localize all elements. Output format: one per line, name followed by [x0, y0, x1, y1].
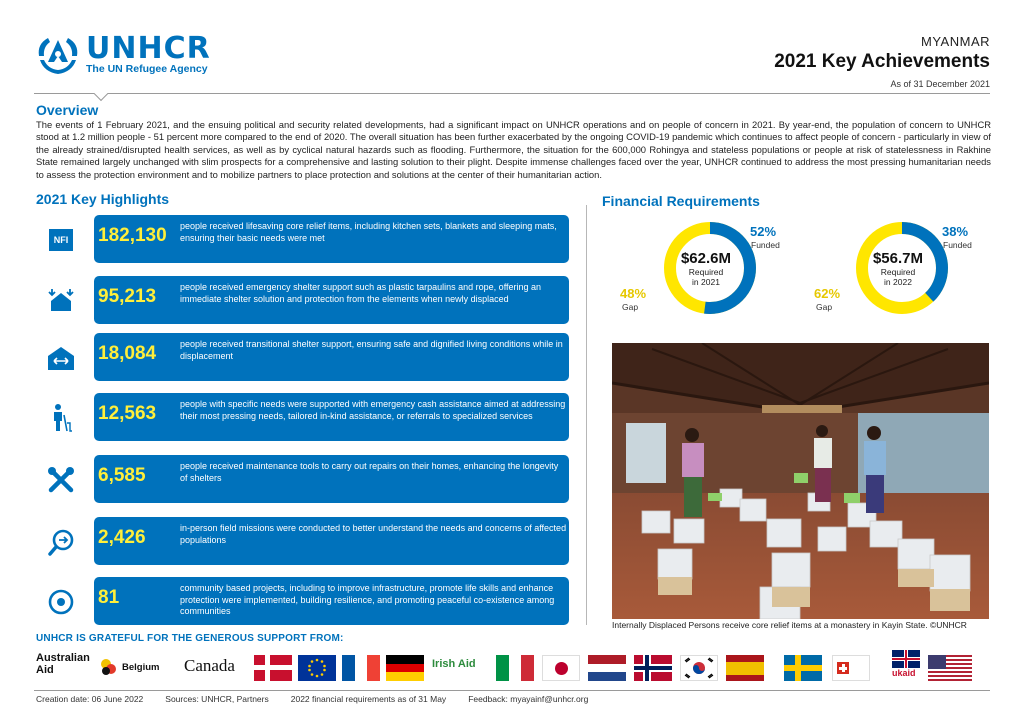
spain-flag: [726, 655, 764, 681]
gap-percent: 62%: [814, 286, 841, 301]
highlight-item: [36, 276, 570, 324]
funded-percent: 38%: [942, 224, 969, 239]
eu-flag: [298, 655, 336, 681]
highlight-box: [94, 577, 569, 625]
country-label: MYANMAR: [921, 34, 990, 49]
funded-label: Funded: [943, 240, 972, 250]
highlight-text: people received emergency shelter support such as plastic tarpaulins and rope, offering an immediate shelter solution and protection from the elements when newly displaced: [180, 282, 542, 304]
highlight-box: [94, 215, 569, 263]
highlight-value: 182,130: [98, 225, 167, 246]
france-flag: [342, 655, 380, 681]
belgium-emblem-icon: [100, 656, 118, 678]
org-subtitle: The UN Refugee Agency: [86, 63, 208, 75]
gap-label: Gap: [816, 302, 833, 312]
highlight-box: [94, 276, 569, 324]
unhcr-emblem-icon: [34, 34, 82, 76]
overview-text: The events of 1 February 2021, and the ensuing political and security related developments, had a significant impact on UNHCR operations and on people of concern in 2021. By year-end, the population of concern to UNHCR stood at 1.2 million people - 51 percent more compared to the end of 2020. The overall situation has been further exacerbated by the ongoing COVID-19 pandemic which continues to affect people of concern - particularly in view of the already strained/disrupted health services, as well as by cyclical natural hazards such as flooding. Furthermore, the situation for the 600,000 Rohingya and stateless populations or people at risk of statelessness in Rakhine State remained largely unchanged with slim prospects for a comprehensive and lasting solution to their plight. Despite immense challenges faced over the year, UNHCR continued to address the most pressing humanitarian needs to assess the protection environment and to mobilize partners to place protection and solutions at the center of their humanitarian action.: [36, 119, 991, 180]
highlight-text: people received maintenance tools to carry out repairs on their homes, enhancing the longevity of shelters: [180, 461, 559, 483]
nfi-icon: [40, 223, 82, 257]
highlight-text: people received lifesaving core relief items, including kitchen sets, blankets and sleeping mats, ensuring their basic needs were met: [180, 221, 557, 243]
usa-flag: [928, 655, 972, 681]
overview-title: Overview: [36, 102, 99, 118]
unhcr-logo: [34, 31, 211, 76]
nfi-icon-text: NFI: [49, 229, 73, 251]
highlight-item: [36, 517, 570, 565]
highlight-text: in-person field missions were conducted to better understand the needs and concerns of affected populations: [180, 523, 567, 545]
funded-percent: 52%: [750, 224, 777, 239]
financial-note: 2022 financial requirements as of 31 May: [290, 694, 447, 704]
funded-label: Funded: [751, 240, 780, 250]
sweden-flag: [784, 655, 822, 681]
highlight-box: [94, 517, 569, 565]
column-divider: [586, 205, 587, 625]
netherlands-flag: [588, 655, 626, 681]
highlight-text: people received transitional shelter support, ensuring safe and dignified living conditions while in displacement: [180, 339, 563, 361]
financial-block-2021: [614, 218, 804, 318]
highlight-item: [36, 333, 570, 381]
specific-needs-icon: [40, 401, 82, 435]
gap-label: Gap: [622, 302, 639, 312]
highlight-box: [94, 393, 569, 441]
norway-flag: [634, 655, 672, 681]
highlight-box: [94, 455, 569, 503]
report-date: As of 31 December 2021: [890, 79, 990, 89]
monastery-distribution-photo: [612, 343, 989, 619]
korea-flag: [680, 655, 718, 681]
financial-block-2022: [806, 218, 996, 318]
denmark-flag: [254, 655, 292, 681]
org-name: UNHCR: [86, 31, 211, 66]
belgium-logo: Belgium: [100, 652, 180, 682]
footer-divider: [34, 690, 990, 691]
emergency-shelter-icon: [40, 284, 82, 318]
donors-title: UNHCR IS GRATEFUL FOR THE GENEROUS SUPPORT FROM:: [36, 633, 344, 644]
highlight-item: [36, 455, 570, 503]
sources: Sources: UNHCR, Partners: [165, 694, 269, 704]
maintenance-tools-icon: [40, 463, 82, 497]
switzerland-logo: [832, 655, 870, 681]
japan-flag: [542, 655, 580, 681]
ukaid-logo: ukaid: [892, 650, 924, 680]
transitional-shelter-icon: [40, 341, 82, 375]
footer: [36, 694, 588, 704]
required-label: Required: [880, 267, 916, 277]
highlight-item: [36, 393, 570, 441]
field-mission-icon: [40, 525, 82, 559]
header: [0, 0, 1024, 104]
highlight-text: people with specific needs were supported with emergency cash assistance aimed at addressing their most pressing needs, tailored in-kind assistance, or referrals to specialized services: [180, 399, 566, 421]
highlight-value: 18,084: [98, 343, 157, 364]
community-project-icon: [40, 585, 82, 619]
header-divider: [34, 93, 990, 94]
germany-flag: [386, 655, 424, 681]
required-label: Required: [688, 267, 724, 277]
page-title: 2021 Key Achievements: [774, 51, 990, 72]
highlight-text: community based projects, including to improve infrastructure, promote life skills and enhance protection were implemented, building resilience, and promoting peaceful co-existence among communities: [180, 583, 555, 616]
highlight-value: 2,426: [98, 527, 146, 548]
highlight-value: 81: [98, 587, 120, 608]
highlight-value: 95,213: [98, 286, 157, 307]
photo-caption: Internally Displaced Persons receive core relief items at a monastery in Kayin State. ©UNHCR: [612, 620, 967, 630]
highlights-title: 2021 Key Highlights: [36, 191, 170, 207]
highlight-value: 6,585: [98, 465, 146, 486]
highlight-item: [36, 215, 570, 263]
required-amount: $62.6M: [680, 250, 732, 267]
irish-aid-logo: Irish Aid: [432, 658, 476, 670]
financial-title: Financial Requirements: [602, 193, 760, 209]
donor-logos: [36, 648, 991, 688]
italy-flag: [496, 655, 534, 681]
required-year: in 2021: [692, 277, 720, 287]
creation-date: Creation date: 06 June 2022: [36, 694, 144, 704]
australian-aid-logo: Australian Aid: [36, 652, 90, 676]
required-year: in 2022: [884, 277, 912, 287]
canada-logo: Canada: [184, 656, 235, 675]
feedback-contact[interactable]: Feedback: myayainf@unhcr.org: [468, 694, 589, 704]
highlight-box: [94, 333, 569, 381]
gap-percent: 48%: [620, 286, 647, 301]
highlight-value: 12,563: [98, 403, 157, 424]
highlight-item: [36, 577, 570, 625]
required-amount: $56.7M: [872, 250, 924, 267]
